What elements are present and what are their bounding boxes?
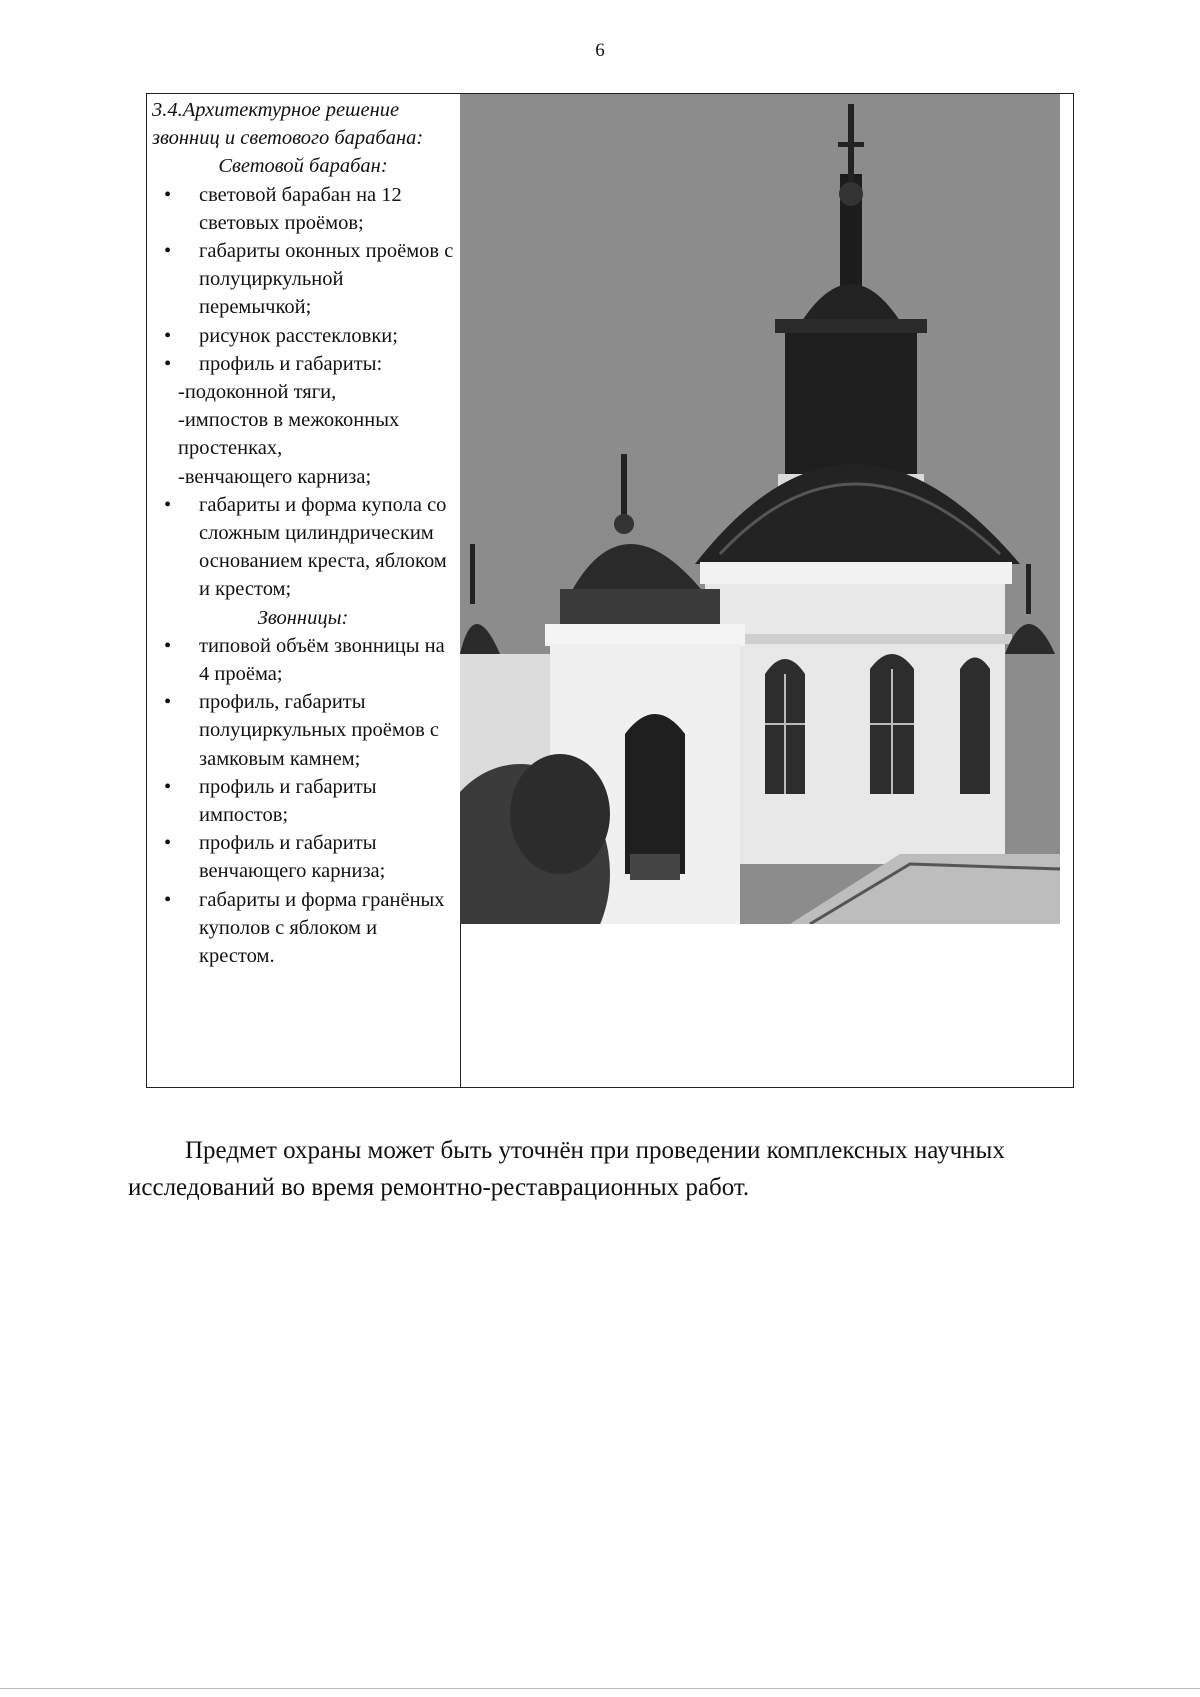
drum-list [152,181,454,378]
bottom-rule [0,1688,1200,1689]
sublist-item: -подоконной тяги, [178,381,337,404]
list-item: • рисунок расстекловки; [152,322,454,350]
paragraph-text: Предмет охраны может быть уточнён при проведении комплексных научных исследований во время ремонтно-реставрационных работ. [128,1137,1005,1201]
list-item: • профиль и габариты венчающего карниза; [152,829,454,885]
list-item: • габариты и форма гранёных куполов с яблоком и крестом. [152,886,454,971]
drum-subheading: Световой барабан: [218,155,388,178]
list-item: • габариты и форма купола со сложным цилиндрическим основанием креста, яблоком и крестом; [152,491,454,604]
sublist-item: -венчающего карниза; [178,465,372,488]
church-photo [460,94,1060,924]
church-illustration [460,94,1060,924]
page-number: 6 [595,40,605,61]
list-item: • профиль и габариты: [152,350,454,378]
protection-subject-table [146,93,1074,1088]
belfries-subheading: Звонницы: [257,606,349,629]
drum-list-continued [152,491,454,604]
list-item: • профиль, габариты полуциркульных проёмов с замковым камнем; [152,688,454,773]
requirements-column [152,96,454,970]
profile-sublist [152,378,454,491]
protection-note-paragraph [128,1132,1144,1206]
section-heading: 3.4.Архитектурное решение звонниц и светового барабана: [152,99,424,150]
list-item: • профиль и габариты импостов; [152,773,454,829]
list-item: • габариты оконных проёмов с полуциркульной перемычкой; [152,237,454,322]
belfries-list [152,632,454,970]
list-item: • световой барабан на 12 световых проёмов; [152,181,454,237]
sublist-item: -импостов в межоконных простенках, [178,409,400,460]
list-item: • типовой объём звонницы на 4 проёма; [152,632,454,688]
